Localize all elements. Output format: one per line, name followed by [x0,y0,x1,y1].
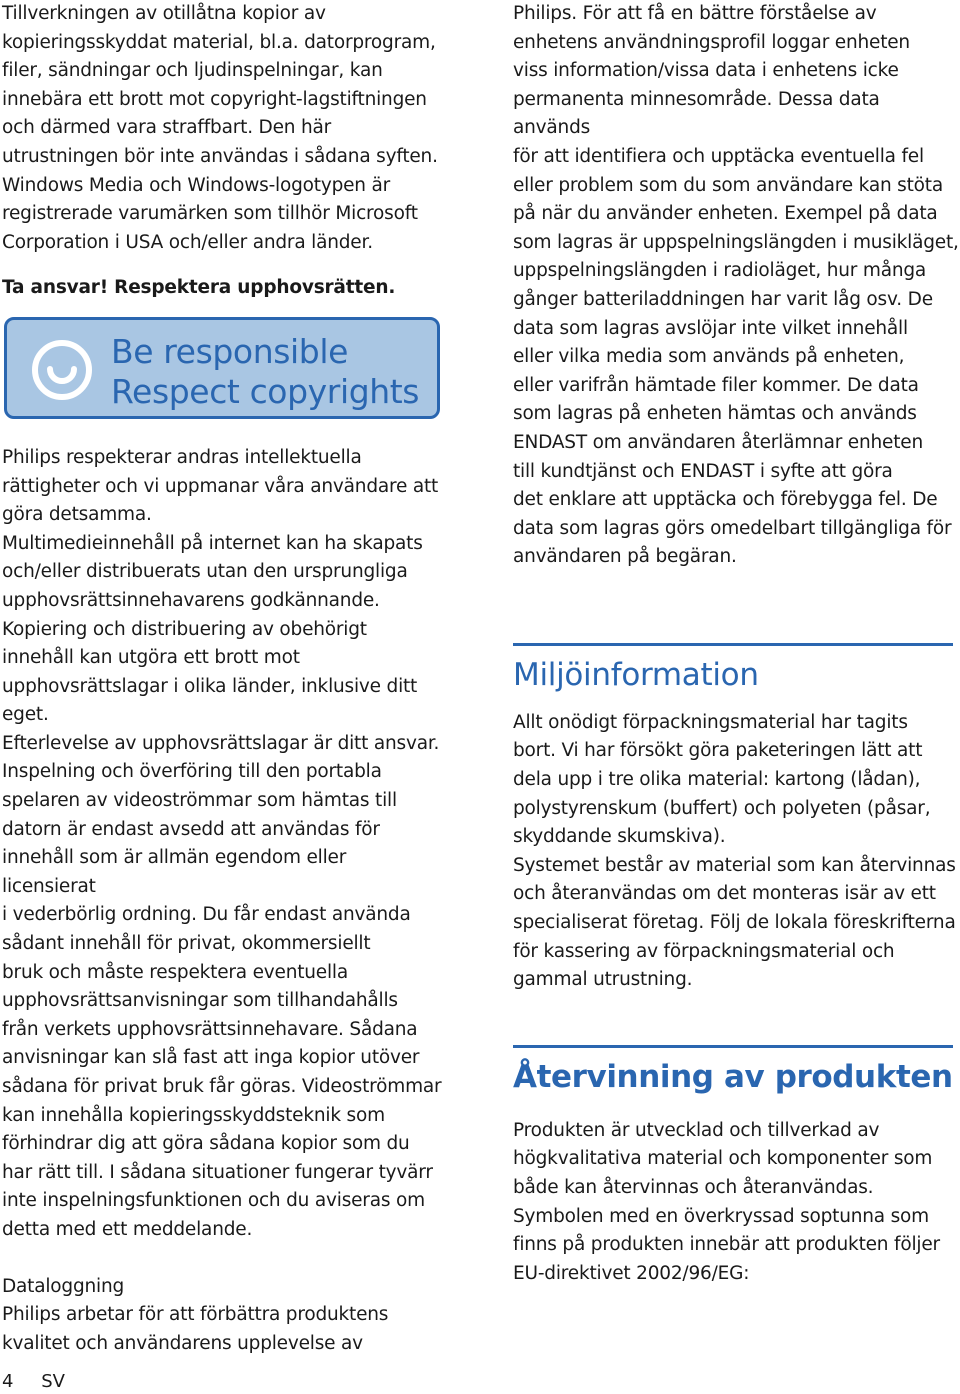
atervinning-section [513,1045,960,1289]
text-line: från verkets upphovsrättsinnehavare. Sådana [2,1018,418,1040]
text-line: eller varifrån hämtade filer kommer. De data [513,374,919,396]
text-line: eller problem som du som användare kan stöta [513,174,943,196]
dataloggning-paragraph [2,1301,442,1358]
text-line: data som lagras görs omedelbart tillgängliga för [513,517,952,539]
text-line: högkvalitativa material och komponenter som [513,1148,933,1170]
banner-line-respect-copyrights: Respect copyrights [111,371,420,411]
be-responsible-banner [4,317,440,419]
text-line: Allt onödigt förpackningsmaterial har tagits [513,711,908,733]
text-line: Philips arbetar för att förbättra produktens [2,1304,389,1326]
text-line: Corporation i USA och/eller andra länder. [2,231,373,253]
text-line: registrerade varumärken som tillhör Microsoft [2,203,418,225]
text-line: Tillverkningen av otillåtna kopior av [2,3,326,24]
text-line: innehåll kan utgöra ett brott mot [2,647,300,669]
text-line: kvalitet och användarens upplevelse av [2,1332,363,1354]
atervinning-paragraph [513,1117,960,1289]
left-column [2,0,442,1358]
text-line: innehåll som är allmän egendom eller licensierat [2,847,347,897]
text-line: spelaren av videoströmmar som hämtas till [2,790,397,812]
text-line: datorn är endast avsedd att användas för [2,818,380,840]
text-line: Philips respekterar andras intellektuella [2,446,362,468]
text-line: upphovsrättsanvisningar som tillhandahålls [2,990,398,1012]
text-line: innebära ett brott mot copyright-lagstiftningen [2,88,427,110]
text-line: filer, sändningar och ljudinspelningar, kan [2,60,383,82]
page-number: 4 [2,1371,14,1392]
text-line: eget. [2,704,49,726]
text-line: gånger batteriladdningen har varit låg osv. De [513,288,933,310]
text-line: som lagras är uppspelningslängden i musikläget, [513,231,959,253]
section-divider [513,1045,953,1048]
text-line: skyddande skumskiva). [513,826,726,848]
text-line: Inspelning och överföring till den portabla [2,761,382,783]
text-line: för kassering av förpackningsmaterial och [513,940,895,962]
text-line: inte inspelningsfunktionen och du aviseras om [2,1190,425,1212]
text-line: på när du använder enheten. Exempel på data [513,203,938,225]
text-line: dela upp i tre olika material: kartong (lådan), [513,769,921,791]
miljoinformation-section [513,643,960,995]
miljoinformation-paragraph [513,709,960,995]
power-smile-icon [31,339,93,401]
text-line: Multimedieinnehåll på internet kan ha skapats [2,532,423,554]
text-line: användaren på begäran. [513,546,737,568]
dataloggning-continued-paragraph [513,0,960,572]
text-line: data som lagras avslöjar inte vilket innehåll [513,317,908,339]
text-line: anvisningar kan slå fast att inga kopior utöver [2,1047,420,1069]
text-line: gammal utrustning. [513,969,693,991]
text-line: enhetens användningsprofil loggar enheten [513,31,910,53]
miljoinformation-title: Miljöinformation [513,656,759,693]
text-line: Windows Media och Windows-logotypen är [2,174,391,196]
text-line: specialiserat företag. Följ de lokala föreskrifterna [513,912,956,934]
text-line: Kopiering och distribuering av obehörigt [2,618,367,640]
text-line: det enklare att upptäcka och förebygga fel. De [513,489,938,511]
text-line: permanenta minnesområde. Dessa data används [513,88,880,139]
text-line: viss information/vissa data i enhetens icke [513,60,899,82]
text-line: upphovsrättsinnehavarens godkännande. [2,589,380,611]
text-line: både kan återvinnas och återanvändas. [513,1177,874,1198]
text-line: och återanvändas om det monteras isär av ett [513,883,936,905]
text-line: bruk och måste respektera eventuella [2,961,349,983]
text-line: Systemet består av material som kan återvinnas [513,854,956,876]
text-line: bort. Vi har försökt göra paketeringen lätt att [513,740,923,762]
text-line: EU-direktivet 2002/96/EG: [513,1262,750,1284]
text-line: eller vilka media som används på enheten, [513,346,905,368]
text-line: polystyrenskum (buffert) och polyeten (påsar, [513,797,931,819]
text-line: upphovsrättslagar i olika länder, inklusive ditt [2,675,418,697]
text-line: Efterlevelse av upphovsrättslagar är ditt ansvar. [2,732,440,754]
text-line: finns på produkten innebär att produkten följer [513,1234,940,1256]
text-line: kan innehålla kopieringsskyddsteknik som [2,1104,385,1126]
intro-paragraph [2,0,442,257]
ta-ansvar-heading: Ta ansvar! Respektera upphovsrätten. [2,277,396,299]
text-line: i vederbörlig ordning. Du får endast använda [2,904,411,926]
dataloggning-heading: Dataloggning [2,1275,125,1297]
rights-paragraph [2,444,442,1245]
text-line: ENDAST om användaren återlämnar enheten [513,431,923,453]
text-line: för att identifiera och upptäcka eventuella fel [513,145,924,167]
right-column [513,0,960,1288]
text-line: rättigheter och vi uppmanar våra användare att [2,475,439,497]
text-line: till kundtjänst och ENDAST i syfte att göra [513,460,893,482]
text-line: har rätt till. I sådana situationer fungerar tyvärr [2,1161,433,1183]
atervinning-title: Återvinning av produkten [513,1058,953,1095]
text-line: Philips. För att få en bättre förståelse av [513,3,877,24]
text-line: och därmed vara straffbart. Den här [2,117,332,139]
text-line: förhindrar dig att göra sådana kopior som du [2,1133,410,1155]
text-line: kopieringsskyddat material, bl.a. datorprogram, [2,31,436,53]
text-line: och/eller distribuerats utan den ursprungliga [2,561,408,583]
text-line: detta med ett meddelande. [2,1218,253,1240]
text-line: utrustningen bör inte användas i sådana syften. [2,145,438,167]
text-line: sådana för privat bruk får göras. Videoströmmar [2,1076,442,1097]
text-line: sådant innehåll för privat, okommersiellt [2,933,371,955]
text-line: som lagras på enheten hämtas och används [513,403,917,425]
banner-line-be-responsible: Be responsible [111,331,349,371]
text-line: göra detsamma. [2,504,152,526]
page-footer [2,1370,65,1394]
section-divider [513,643,953,646]
language-code: SV [41,1371,65,1392]
text-line: uppspelningslängden i radioläget, hur många [513,260,927,282]
text-line: Symbolen med en överkryssad soptunna som [513,1205,930,1227]
text-line: Produkten är utvecklad och tillverkad av [513,1119,880,1141]
